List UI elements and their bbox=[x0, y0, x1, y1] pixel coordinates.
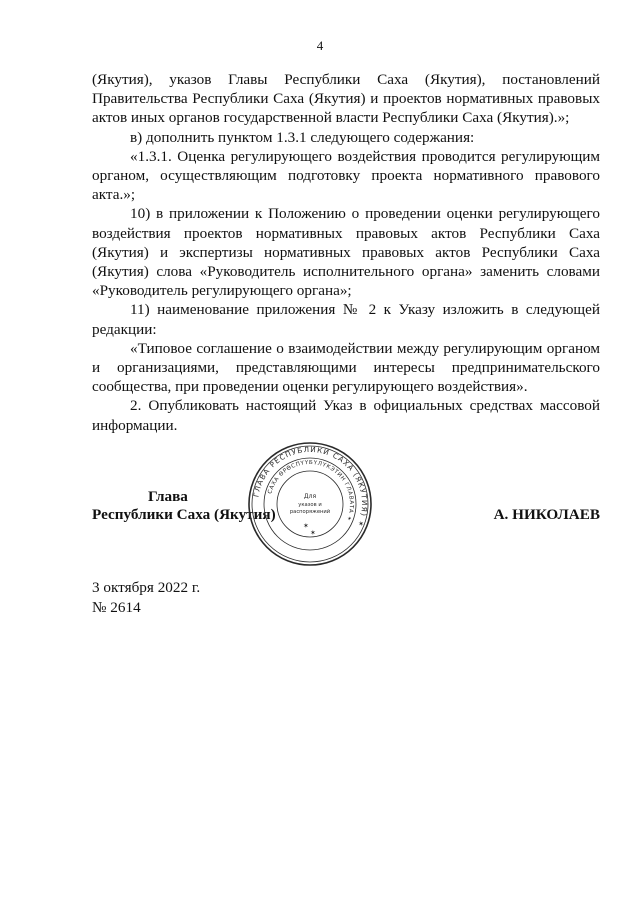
paragraph: 2. Опубликовать настоящий Указ в официальных средствах массовой информации. bbox=[92, 397, 600, 434]
paragraph: «1.3.1. Оценка регулирующего воздействия проводится регулирующим органом, осуществляющим подготовку проекта нормативного правового акта.»; bbox=[92, 147, 600, 204]
paragraph: (Якутия), указов Главы Республики Саха (Якутия), постановлений Правительства Республики Саха (Якутия) и проектов нормативных правовых актов иных органов государственной власти Республики Саха (Якутия).»; bbox=[92, 71, 600, 127]
signatory-title-organization: Республики Саха (Якутия) bbox=[92, 506, 276, 523]
document-body bbox=[92, 70, 600, 435]
svg-text:САХА ӨРӨСПҮҮБҮЛҮКЭТИН ГЛАВАТА: САХА ӨРӨСПҮҮБҮЛҮКЭТИН ГЛАВАТА ✶ bbox=[267, 459, 355, 522]
signatory-title: Глава bbox=[148, 488, 188, 505]
paragraph: 10) в приложении к Положению о проведении оценки регулирующего воздействия проектов нормативных правовых актов Республики Саха (Якутия) и экспертизы нормативных правовых актов Республики Саха (Якутия) слова «Руководитель исполнительного органа» заменить словами «Руководитель регулирующего органа»; bbox=[92, 205, 600, 300]
svg-text:распоряжений: распоряжений bbox=[289, 509, 331, 515]
paragraph: 11) наименование приложения № 2 к Указу изложить в следующей редакции: bbox=[92, 301, 600, 338]
document-footer bbox=[92, 578, 200, 618]
paragraph: в) дополнить пунктом 1.3.1 следующего содержания: bbox=[130, 128, 475, 146]
official-seal-icon bbox=[246, 440, 374, 568]
svg-text:✶: ✶ bbox=[310, 529, 316, 537]
page-number: 4 bbox=[316, 38, 324, 53]
document-number: № 2614 bbox=[92, 599, 141, 616]
signatory-name: А. НИКОЛАЕВ bbox=[493, 506, 600, 523]
svg-text:ГЛАВА РЕСПУБЛИКИ САХА (ЯКУТИЯ): ГЛАВА РЕСПУБЛИКИ САХА (ЯКУТИЯ) ✶ bbox=[251, 444, 370, 529]
svg-text:✶: ✶ bbox=[303, 522, 309, 530]
paragraph: «Типовое соглашение о взаимодействии между регулирующим органом и организациями, представляющими интересы предпринимательского сообщества, при проведении оценки регулирующего воздействия». bbox=[92, 339, 600, 396]
svg-text:Для: Для bbox=[303, 493, 317, 500]
svg-text:указов и: указов и bbox=[298, 502, 322, 508]
document-date: 3 октября 2022 г. bbox=[92, 579, 201, 596]
